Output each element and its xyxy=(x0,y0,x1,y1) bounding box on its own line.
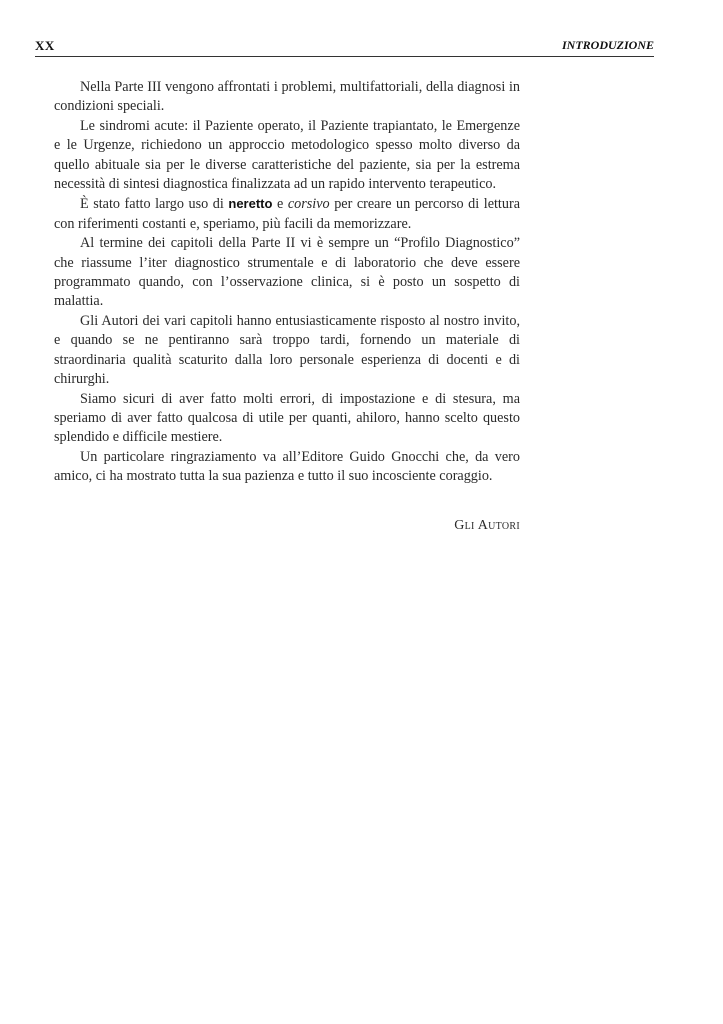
page-header xyxy=(35,38,654,57)
signature: Gli Autori xyxy=(454,518,520,533)
paragraph-formatting xyxy=(54,194,520,234)
paragraph-text: per creare un percorso di lettura con riferimenti costanti e, speriamo, più facili da memorizzare. xyxy=(54,196,520,232)
section-title: INTRODUZIONE xyxy=(561,38,654,52)
paragraph: Un particolare ringraziamento va all’Editore Guido Gnocchi che, da vero amico, ci ha mostrato tutta la sua pazienza e tutto il suo incosciente coraggio. xyxy=(54,448,520,485)
italic-term: corsivo xyxy=(287,196,330,213)
paragraph: Nella Parte III vengono affrontati i problemi, multifattoriali, della diagnosi in condizioni speciali. xyxy=(54,79,520,115)
paragraph: Al termine dei capitoli della Parte II vi è sempre un “Profilo Diagnostico” che riassume l’iter diagnostico strumentale e di laboratorio che deve essere programmato quando, con l’osservazione clinica, si è posto un sospetto di malattia. xyxy=(54,235,520,310)
paragraph-text: È stato fatto largo uso di xyxy=(80,196,229,213)
paragraph-text: e xyxy=(272,196,288,213)
paragraph: Le sindromi acute: il Paziente operato, il Paziente trapiantato, le Emergenze e le Urgenze, richiedono un approccio metodologico spesso molto diverso da quello abituale sia per le diverse caratteristiche del paziente, sia per la estrema necessità di sintesi diagnostica finalizzata ad un rapido intervento terapeutico. xyxy=(54,117,520,193)
body-text xyxy=(54,78,520,487)
paragraph: Gli Autori dei vari capitoli hanno entusiasticamente risposto al nostro invito, e quando se ne pentiranno sarà troppo tardi, fornendo un materiale di straordinaria qualità scaturito dalla loro personale esperienza di docenti e di chirurghi. xyxy=(54,312,520,388)
page-number: XX xyxy=(35,38,55,53)
paragraph: Siamo sicuri di aver fatto molti errori, di impostazione e di stesura, ma speriamo di aver fatto qualcosa di utile per quanti, ahiloro, hanno scelto questo splendido e difficile mestiere. xyxy=(54,390,520,446)
bold-term: neretto xyxy=(228,196,273,212)
